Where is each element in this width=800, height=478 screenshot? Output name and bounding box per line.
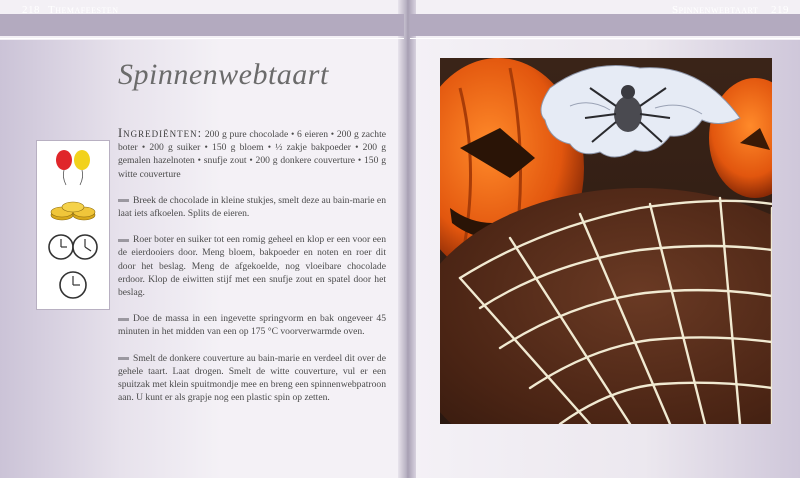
right-section-title: Spinnenwebtaart [672, 4, 759, 16]
clock-icon [60, 272, 86, 298]
recipe-title: Spinnenwebtaart [118, 58, 329, 91]
spiderweb-cake-image [440, 58, 772, 424]
step-4 [118, 352, 386, 405]
step-text: Breek de chocolade in kleine stukjes, smelt deze au bain-marie en laat iets afkoelen. Splits de eieren. [118, 194, 386, 220]
left-page-number: 218 [22, 4, 40, 16]
coins-icon [51, 202, 95, 220]
recipe-text [118, 127, 386, 417]
step-1 [118, 194, 386, 220]
ingredients-paragraph [118, 127, 386, 181]
left-section-title: Themafeesten [48, 4, 119, 16]
ingredients-heading: Ingrediënten: [118, 126, 203, 140]
step-marker [118, 357, 129, 360]
book-gutter [398, 0, 416, 478]
ingredients-list: 200 g pure chocolade • 6 eieren • 200 g zachte boter • 200 g suiker • 150 g bloem • ½ zakje bakpoeder • 200 g gemalen hazelnoten • snufje zout • 200 g donkere couverture • 150 g witte couverture [118, 129, 387, 180]
step-text: Doe de massa in een ingevette springvorm en bak ongeveer 45 minuten in het midden van een op 175 °C voorverwarmde oven. [118, 313, 386, 338]
step-marker [118, 318, 129, 321]
recipe-icons [37, 141, 109, 309]
two-clocks-icon [49, 235, 97, 259]
recipe-icons-panel [36, 140, 110, 310]
step-3 [118, 312, 386, 338]
left-header-band [0, 14, 404, 36]
right-page-number: 219 [771, 4, 789, 16]
step-text: Smelt de donkere couverture au bain-marie en verdeel dit over de gehele taart. Laat drogen. Smelt de witte couverture, vul er een spuitzak met klein spuitmondje mee en breng een spinnenwebpatroon aan. U kunt er als grapje nog een plastic spin op zetten. [118, 352, 386, 404]
step-marker [118, 199, 129, 202]
step-text: Roer boter en suiker tot een romig geheel en klop er een voor een de eierdooiers door. Meng bloem, bakpoeder en noten en roer dit door het beslag. Meng de afgekoelde, nog vloeibare chocolade erdoor. Klop de eiwitten stijf met een snufje zout en spatel door het beslag. [118, 234, 386, 299]
step-marker [118, 239, 129, 242]
step-2 [118, 233, 386, 299]
right-header-band [410, 14, 800, 36]
balloons-icon [56, 150, 90, 185]
cake-photo [440, 58, 772, 424]
